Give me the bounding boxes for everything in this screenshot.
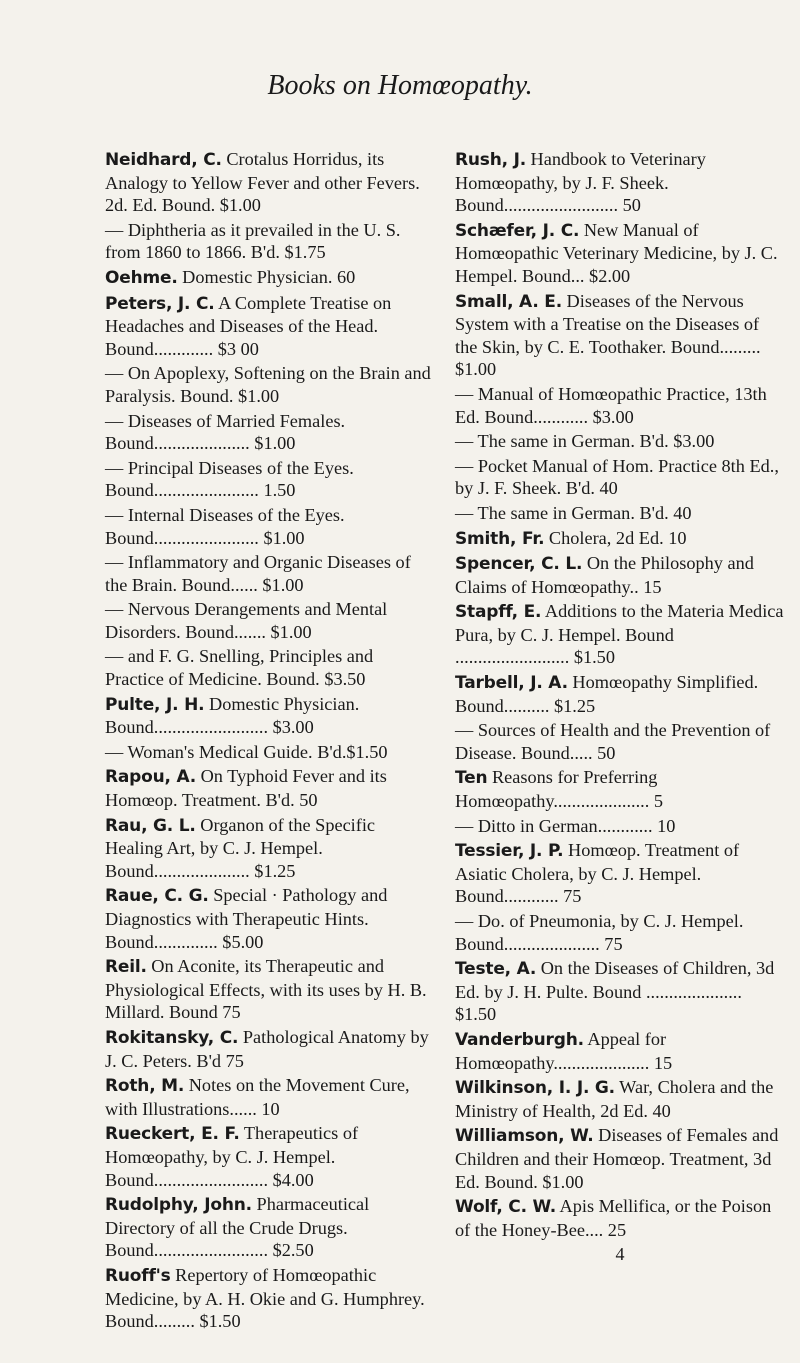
author-name: Williamson, W. [455, 1126, 594, 1147]
entry-text: Domestic Physician. Bound......................... $3.00 [105, 693, 360, 738]
entry-text: On the Philosophy and Claims of Homœopathy.. 15 [455, 553, 754, 597]
author-name: Rudolphy, John. [105, 1195, 252, 1216]
entry-text: — The same in German. B'd. 40 [455, 502, 692, 523]
book-entry [455, 957, 785, 1026]
author-name: Neidhard, C. [105, 150, 222, 170]
entry-text: — Pocket Manual of Hom. Practice 8th Ed., by J. F. Sheek. B'd. 40 [455, 455, 779, 499]
entry-text: — On Apoplexy, Softening on the Brain and Paralysis. Bound. $1.00 [105, 363, 431, 406]
right-column [455, 148, 785, 1265]
author-name: Stapff, E. [455, 602, 542, 623]
entry-text: — and F. G. Snelling, Principles and Practice of Medicine. Bound. $3.50 [105, 646, 374, 690]
book-entry [455, 766, 785, 812]
entry-text: A Complete Treatise on Headaches and Diseases of the Head. Bound............. $3 00 [105, 292, 392, 359]
book-entry [455, 719, 785, 764]
book-entry [105, 504, 435, 549]
book-entry [455, 502, 785, 525]
book-entry [455, 1195, 785, 1241]
author-name: Oehme. [105, 267, 178, 288]
entry-text: Handbook to Veterinary Homœopathy, by J. F. Sheek. Bound......................... 50 [455, 149, 706, 216]
book-entry [105, 765, 435, 811]
book-entry [105, 1264, 435, 1333]
book-entry [105, 551, 435, 596]
book-entry [105, 219, 435, 264]
entry-text: — Principal Diseases of the Eyes. Bound....................... 1.50 [105, 457, 354, 501]
author-name: Ten [455, 768, 488, 789]
entry-text: War, Cholera and the Ministry of Health, 2d Ed. 40 [455, 1077, 774, 1121]
entry-text: — Sources of Health and the Prevention of Disease. Bound..... 50 [455, 720, 771, 763]
entry-text: Crotalus Horridus, its Analogy to Yellow Fever and other Fevers. 2d. Ed. Bound. $1.00 [105, 149, 420, 216]
entry-text: Special · Pathology and Diagnostics with Therapeutic Hints. Bound.............. $5.00 [105, 885, 388, 952]
book-entry [105, 693, 435, 739]
entry-text: Reasons for Preferring Homœopathy..................... 5 [455, 767, 664, 812]
entry-text: New Manual of Homœopathic Veterinary Medicine, by J. C. Hempel. Bound... $2.00 [455, 219, 778, 286]
entry-text: Pharmaceutical Directory of all the Crude Drugs. Bound......................... $2.50 [105, 1194, 370, 1261]
entry-text: — Manual of Homœopathic Practice, 13th Ed. Bound............ $3.00 [455, 383, 767, 427]
book-entry [105, 148, 435, 217]
left-column [105, 148, 435, 1335]
entry-text: Pathological Anatomy by J. C. Peters. B'd 75 [105, 1026, 429, 1071]
book-entry [105, 1026, 435, 1072]
author-name: Tessier, J. P. [455, 841, 564, 862]
book-entry [105, 457, 435, 502]
book-entry [105, 362, 435, 407]
author-name: Roth, M. [105, 1076, 185, 1097]
entry-text: — Inflammatory and Organic Diseases of the Brain. Bound...... $1.00 [105, 552, 411, 595]
book-entry [455, 455, 785, 500]
entry-text: Organon of the Specific Healing Art, by C. J. Hempel. Bound..................... $1.25 [105, 814, 376, 881]
entry-text: Homœopathy Simplified. Bound.......... $1.25 [455, 672, 759, 716]
book-entry [105, 814, 435, 883]
book-entry [105, 266, 435, 290]
book-entry [455, 839, 785, 908]
book-entry [455, 910, 785, 955]
book-entry [105, 741, 435, 764]
author-name: Teste, A. [455, 959, 537, 980]
author-name: Wolf, C. W. [455, 1197, 556, 1218]
book-entry [455, 815, 785, 838]
book-entry [105, 598, 435, 643]
book-entry [105, 1122, 435, 1191]
entry-text: Repertory of Homœopathic Medicine, by A. H. Okie and G. Humphrey. Bound......... $1.50 [105, 1264, 425, 1332]
entry-text: Cholera, 2d Ed. 10 [544, 527, 687, 548]
author-name: Rokitansky, C. [105, 1027, 239, 1048]
entry-text: — Nervous Derangements and Mental Disorders. Bound....... $1.00 [105, 599, 388, 642]
author-name: Smith, Fr. [455, 528, 545, 549]
book-entry [455, 1076, 785, 1122]
book-entry [455, 219, 785, 288]
book-entry [455, 1028, 785, 1074]
author-name: Raue, C. G. [105, 886, 209, 907]
entry-text: On Typhoid Fever and its Homœop. Treatment. B'd. 50 [105, 766, 387, 811]
book-entry [105, 884, 435, 953]
entry-text: Homœop. Treatment of Asiatic Cholera, by C. J. Hempel. Bound............ 75 [455, 840, 740, 907]
book-entry [455, 290, 785, 381]
book-entry [105, 1193, 435, 1262]
entry-text: Therapeutics of Homœopathy, by C. J. Hempel. Bound......................... $4.00 [105, 1123, 359, 1190]
entry-text: — Internal Diseases of the Eyes. Bound....................... $1.00 [105, 504, 345, 548]
book-entry [455, 383, 785, 428]
book-entry [105, 410, 435, 455]
entry-text: Diseases of the Nervous System with a Treatise on the Diseases of the Skin, by C. E. Toothaker. Bound......... $1.00 [455, 290, 761, 380]
author-name: Rueckert, E. F. [105, 1124, 240, 1145]
author-name: Rau, G. L. [105, 815, 196, 836]
book-entry [455, 1124, 785, 1193]
author-name: Spencer, C. L. [455, 554, 583, 575]
author-name: Tarbell, J. A. [455, 673, 568, 694]
entry-text: — Diseases of Married Females. Bound..................... $1.00 [105, 410, 346, 454]
book-entry [105, 645, 435, 690]
author-name: Schæfer, J. C. [455, 220, 580, 241]
page-number: 4 [615, 1244, 625, 1265]
entry-text: On Aconite, its Therapeutic and Physiological Effects, with its uses by H. B. Millard. Bound 75 [105, 956, 427, 1023]
author-name: Ruoff's [105, 1265, 171, 1286]
author-name: Pulte, J. H. [105, 694, 205, 715]
author-name: Rush, J. [455, 150, 526, 170]
author-name: Wilkinson, I. J. G. [455, 1078, 615, 1099]
entry-text: — Ditto in German............ 10 [455, 815, 676, 836]
author-name: Vanderburgh. [455, 1029, 584, 1050]
author-name: Small, A. E. [455, 291, 562, 312]
book-entry [455, 430, 785, 453]
entry-text: Domestic Physician. 60 [177, 266, 356, 287]
entry-text: Additions to the Materia Medica Pura, by C. J. Hempel. Bound ......................... $1.50 [455, 601, 784, 668]
book-entry [105, 292, 435, 361]
entry-text: On the Diseases of Children, 3d Ed. by J. H. Pulte. Bound ..................... $1.50 [455, 958, 775, 1025]
page-title: Books on Homœopathy. [267, 70, 533, 101]
entry-text: Diseases of Females and Children and their Homœop. Treatment, 3d Ed. Bound. $1.00 [455, 1125, 779, 1192]
entry-text: Appeal for Homœopathy..................... 15 [455, 1028, 673, 1073]
entry-text: Notes on the Movement Cure, with Illustrations...... 10 [105, 1075, 410, 1119]
book-entry [455, 527, 785, 551]
book-entry [455, 148, 785, 217]
entry-text: — Diphtheria as it prevailed in the U. S. from 1860 to 1866. B'd. $1.75 [105, 219, 401, 263]
author-name: Reil. [105, 957, 147, 978]
entry-text: — Woman's Medical Guide. B'd.$1.50 [105, 741, 388, 762]
book-entry [105, 1074, 435, 1120]
book-entry [455, 552, 785, 598]
author-name: Peters, J. C. [105, 293, 215, 314]
book-entry [455, 671, 785, 717]
book-entry [455, 600, 785, 669]
book-entry [105, 955, 435, 1024]
entry-text: — Do. of Pneumonia, by C. J. Hempel. Bound..................... 75 [455, 911, 744, 954]
entry-text: Apis Mellifica, or the Poison of the Honey-Bee.... 25 [455, 1196, 772, 1240]
author-name: Rapou, A. [105, 767, 197, 788]
entry-text: — The same in German. B'd. $3.00 [455, 431, 715, 452]
